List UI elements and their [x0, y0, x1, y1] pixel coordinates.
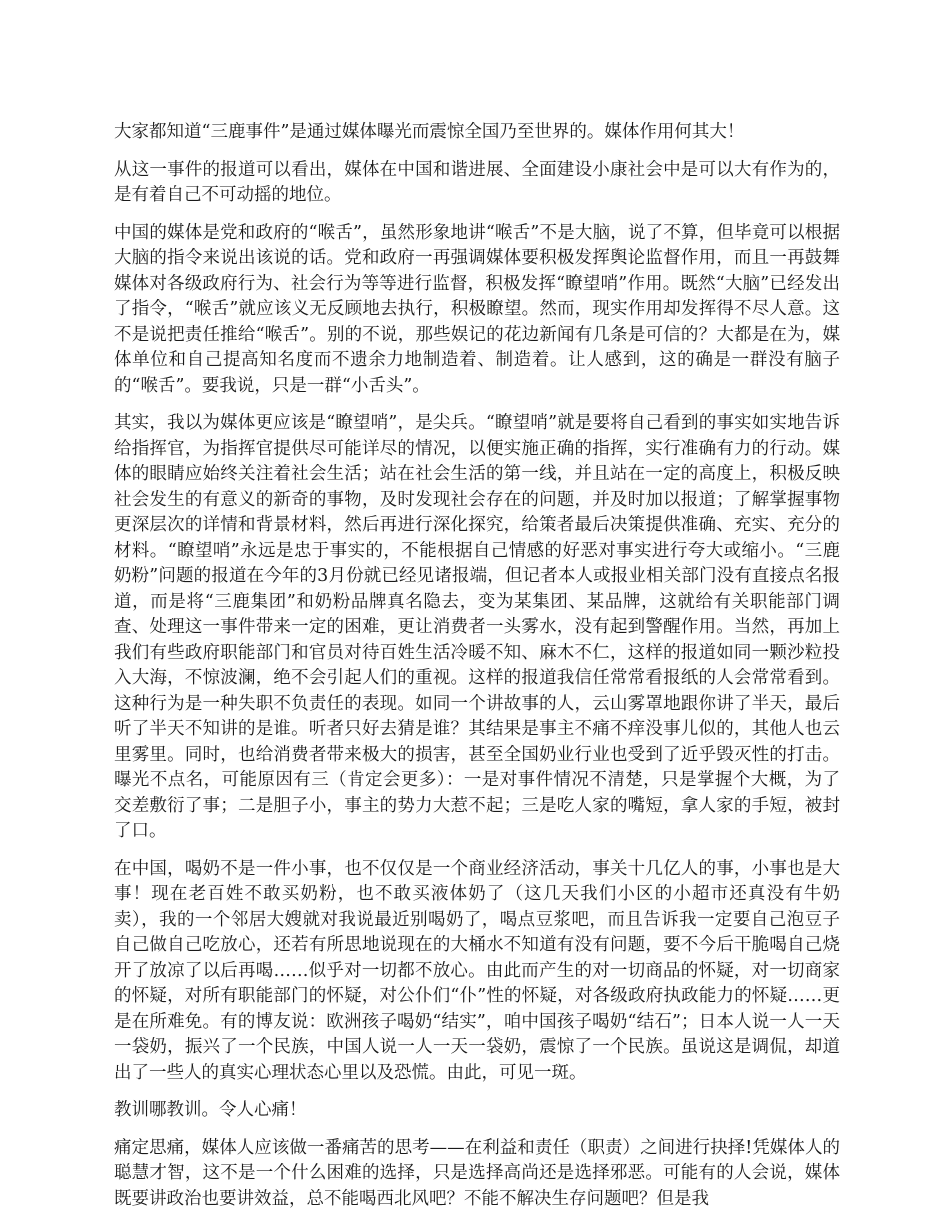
paragraph-watchtower: 其实，我以为媒体更应该是“瞭望哨”，是尖兵。“瞭望哨”就是要将自己看到的事实如实地告诉给指挥官，为指挥官提供尽可能详尽的情况，以便实施正确的指挥，实行准确有力的行动。媒体的眼睛应始终关注着社会生活；站在社会生活的第一线，并且站在一定的高度上，积极反映社会发生的有意义的新奇的事物，及时发现社会存在的问题，并及时加以报道；了解掌握事物更深层次的详情和背景材料，然后再进行深化探究，给策者最后决策提供准确、充实、充分的材料。“瞭望哨”永远是忠于事实的，不能根据自己情感的好恶对事实进行夸大或缩小。“三鹿奶粉”问题的报道在今年的3月份就已经见诸报端，但记者本人或报业相关部门没有直接点名报道，而是将“三鹿集团”和奶粉品牌真名隐去，变为某集团、某品牌，这就给有关职能部门调查、处理这一事件带来一定的困难，更让消费者一头雾水，没有起到警醒作用。当然，再加上我们有些政府职能部门和官员对待百姓生活冷暖不知、麻木不仁，这样的报道如同一颗沙粒投入大海，不惊波澜，绝不会引起人们的重视。这样的报道我信任常常看报纸的人会常常看到。这种行为是一种失职不负责任的表现。如同一个讲故事的人，云山雾罩地跟你讲了半天，最后听了半天不知讲的是谁。听者只好去猜是谁？其结果是事主不痛不痒没事儿似的，其他人也云里雾里。同时，也给消费者带来极大的损害，甚至全国奶业行业也受到了近乎毁灭性的打击。曝光不点名，可能原因有三（肯定会更多）：一是对事件情况不清楚，只是掌握个大概，为了交差敷衍了事；二是胆子小，事主的势力大惹不起；三是吃人家的嘴短，拿人家的手短，被封了口。 — [114, 413, 840, 841]
document-body — [114, 120, 840, 1224]
paragraph-lesson: 教训哪教训。令人心痛！ — [114, 1100, 307, 1120]
paragraph-milk-in-china: 在中国，喝奶不是一件小事，也不仅仅是一个商业经济活动，事关十几亿人的事，小事也是大事！现在老百姓不敢买奶粉，也不敢买液体奶了（这几天我们小区的小超市还真没有牛奶卖），我的一个邻居大嫂就对我说最近别喝奶了，喝点豆浆吧，而且告诉我一定要自己泡豆子自己做自己吃放心，还若有所思地说现在的大桶水不知道有没有问题，要不今后干脆喝自己烧开了放凉了以后再喝……似乎对一切都不放心。由此而产生的对一切商品的怀疑，对一切商家的怀疑，对所有职能部门的怀疑，对公仆们“仆”性的怀疑，对各级政府执政能力的怀疑……更是在所难免。有的博友说：欧洲孩子喝奶“结实”，咱中国孩子喝奶“结石”；日本人说一人一天一袋奶，振兴了一个民族，中国人说一人一天一袋奶，震惊了一个民族。虽说这是调侃，却道出了一些人的真实心理状态心里以及恐慌。由此，可见一斑。 — [114, 858, 840, 1083]
paragraph-media-role: 从这一事件的报道可以看出，媒体在中国和谐进展、全面建设小康社会中是可以大有作为的，是有着自己不可动摇的地位。 — [114, 159, 840, 205]
paragraph-mouthpiece: 中国的媒体是党和政府的“喉舌”，虽然形象地讲“喉舌”不是大脑，说了不算，但毕竟可以根据大脑的指令来说出该说的话。党和政府一再强调媒体要积极发挥舆论监督作用，而且一再鼓舞媒体对各级政府行为、社会行为等等进行监督，积极发挥“瞭望哨”作用。既然“大脑”已经发出了指令，“喉舌”就应该义无反顾地去执行，积极瞭望。然而，现实作用却发挥得不尽人意。这不是说把责任推给“喉舌”。别的不说，那些娱记的花边新闻有几条是可信的？大都是在为，媒体单位和自己提高知名度而不遗余力地制造着、制造着。让人感到，这的确是一群没有脑子的“喉舌”。要我说，只是一群“小舌头”。 — [114, 222, 840, 396]
paragraph-reflection: 痛定思痛，媒体人应该做一番痛苦的思考——在利益和责任（职责）之间进行抉择!凭媒体人的聪慧才智，这不是一个什么困难的选择，只是选择高尚还是选择邪恶。可能有的人会说，媒体既要讲政治也要讲效益，总不能喝西北风吧？不能不解决生存问题吧？但是我 — [114, 1137, 840, 1209]
paragraph-intro: 大家都知道“三鹿事件”是通过媒体曝光而震惊全国乃至世界的。媒体作用何其大！ — [114, 122, 745, 142]
